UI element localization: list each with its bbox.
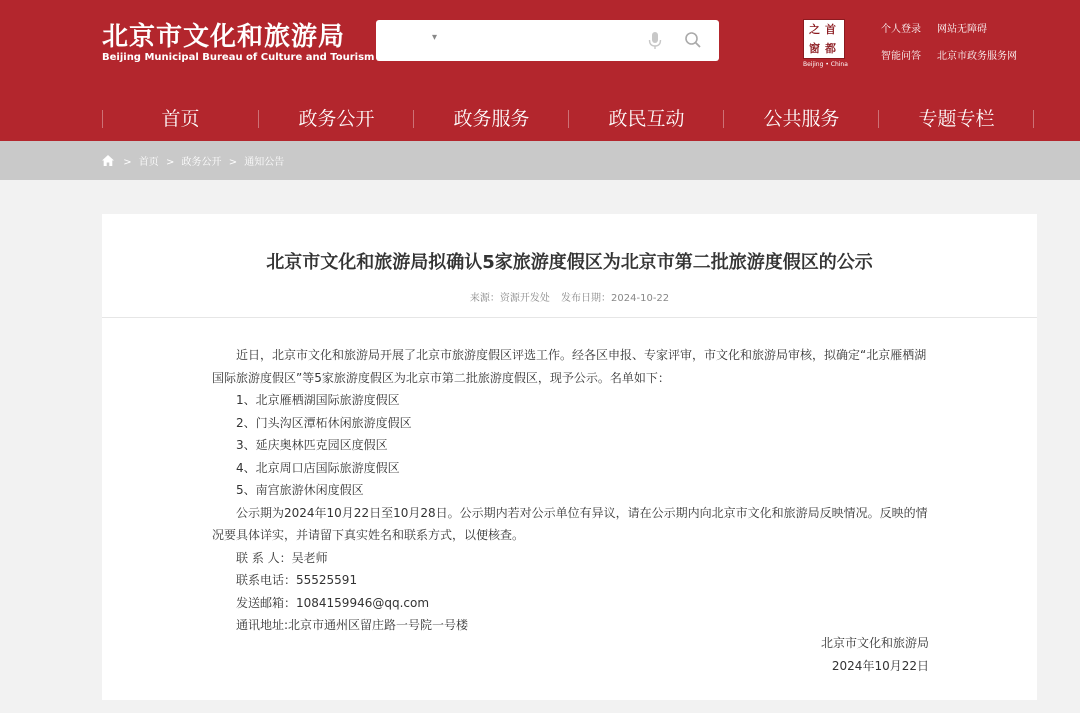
contact-address: 通讯地址:北京市通州区留庄路一号院一号楼 [236,618,469,632]
contact-person: 联 系 人：吴老师 [236,550,328,565]
breadcrumb-bar [0,141,1080,180]
article-title: 北京市文化和旅游局拟确认5家旅游度假区为北京市第二批旅游度假区的公示 [266,252,873,273]
nav-government-services[interactable]: 政务服务 [453,108,530,130]
seal-char-1: 首 [825,23,836,36]
seal-char-4: 窗 [809,42,820,55]
seal-char-3: 之 [809,23,820,36]
main-nav [102,99,1034,139]
breadcrumb-notices[interactable]: 通知公告 [244,157,285,168]
signature-org: 北京市文化和旅游局 [820,636,929,650]
article-source: 来源：资源开发处 [469,293,550,304]
breadcrumb-separator: > [123,157,132,168]
smart-qa-link[interactable]: 智能问答 [881,51,921,62]
article-body [212,344,934,637]
nav-public-services[interactable]: 公共服务 [763,108,840,130]
microphone-icon[interactable] [648,31,662,50]
search-scope-dropdown-icon[interactable]: ▾ [432,32,438,43]
breadcrumb-home[interactable]: 首页 [138,157,159,168]
article-intro: 近日，北京市文化和旅游局开展了北京市旅游度假区评选工作。经各区申报、专家评审，市文化和旅游局审核，拟确定“北京雁栖湖国际旅游度假区”等5家旅游度假区为北京市第二批旅游度假区，现予公示。名单如下： [212,348,927,385]
list-item: 4、北京周口店国际旅游度假区 [236,460,400,475]
search-box[interactable] [376,20,719,61]
list-item: 5、南宫旅游休闲度假区 [236,483,364,497]
nav-special-topics[interactable]: 专题专栏 [918,108,995,130]
contact-phone: 联系电话：55525591 [236,573,358,587]
breadcrumb [102,153,288,168]
gov-service-link[interactable]: 北京市政务服务网 [937,51,1017,62]
list-item: 2、门头沟区潭柘休闲旅游度假区 [236,415,412,430]
capital-window-seal-logo[interactable] [803,19,849,68]
site-logo-subtitle: Beijing Municipal Bureau of Culture and Tourism [102,52,375,63]
nav-public-interaction[interactable]: 政民互动 [608,108,685,130]
article-meta [102,289,1037,304]
signature-date: 2024年10月22日 [831,659,929,673]
contact-email: 发送邮箱：1084159946@qq.com [236,595,430,610]
breadcrumb-separator: > [228,157,238,168]
article-card [102,214,1037,700]
breadcrumb-separator: > [165,157,175,168]
divider [102,317,1037,318]
breadcrumb-government-affairs[interactable]: 政务公开 [181,157,222,168]
site-logo-title[interactable]: 北京市文化和旅游局 [102,22,346,52]
personal-login-link[interactable]: 个人登录 [881,24,921,35]
search-icon[interactable] [684,31,702,49]
home-icon[interactable] [102,155,114,166]
accessibility-link[interactable]: 网站无障碍 [937,24,987,35]
nav-government-affairs[interactable]: 政务公开 [298,108,375,130]
site-header [0,0,1080,141]
list-item: 1、北京雁栖湖国际旅游度假区 [236,393,400,407]
list-item: 3、延庆奥林匹克园区度假区 [236,438,388,452]
article-notice: 公示期为2024年10月22日至10月28日。公示期内若对公示单位有异议，请在公示期内向北京市文化和旅游局反映情况。反映的情况要具体详实，并请留下真实姓名和联系方式，以便核查。 [212,505,928,542]
seal-caption: Beijing • China [803,61,848,68]
seal-char-2: 都 [825,42,836,55]
nav-home[interactable]: 首页 [161,108,200,130]
article-date: 发布日期：2024-10-22 [561,293,670,304]
